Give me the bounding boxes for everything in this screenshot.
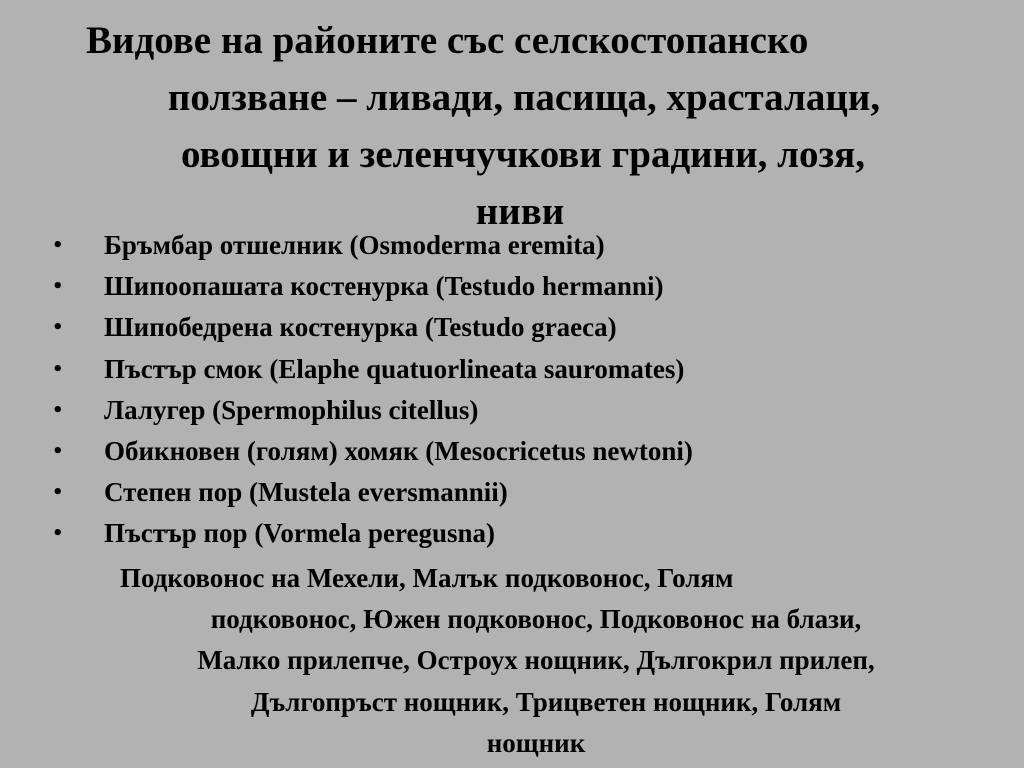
bullet-icon: •	[52, 523, 64, 545]
bullet-icon: •	[52, 482, 64, 504]
list-item	[0, 225, 1024, 266]
slide-title	[80, 12, 960, 240]
species-list	[0, 225, 1024, 555]
list-item	[0, 307, 1024, 348]
bullet-icon: •	[52, 317, 64, 339]
bullet-icon: •	[52, 441, 64, 463]
species-name: Пъстър пор (Vormela peregusna)	[104, 518, 496, 549]
title-line-3: овощни и зеленчучкови градини, лозя,	[180, 133, 865, 176]
bats-line-4: Дългопръст нощник, Трицветен нощник, Голям	[250, 686, 842, 717]
list-item	[0, 513, 1024, 554]
bullet-icon: •	[52, 399, 64, 421]
species-name: Степен пор (Mustela eversmannii)	[104, 477, 508, 508]
species-name: Шипоопашата костенурка (Testudo hermanni)	[104, 271, 664, 302]
list-item	[0, 472, 1024, 513]
bat-species-paragraph	[96, 558, 976, 764]
bats-line-2: подковонос, Южен подковонос, Подковонос на блази,	[210, 604, 862, 635]
bats-line-1: Подковонос на Мехели, Малък подковонос, Голям	[120, 563, 734, 593]
species-name: Шипобедрена костенурка (Testudo graeca)	[104, 312, 617, 343]
species-name: Пъстър смок (Elaphe quatuorlineata sauromates)	[104, 353, 685, 384]
bats-line-5: нощник	[486, 727, 586, 758]
bullet-icon: •	[52, 358, 64, 380]
bullet-icon: •	[52, 276, 64, 298]
title-line-4: ниви	[475, 190, 565, 233]
bats-line-3: Малко прилепче, Остроух нощник, Дългокрил прилеп,	[197, 645, 875, 676]
title-line-1: Видове на районите със селскостопанско	[86, 19, 809, 62]
list-item	[0, 390, 1024, 431]
list-item	[0, 349, 1024, 390]
species-name: Лалугер (Spermophilus citellus)	[104, 394, 479, 425]
title-line-2: ползване – ливади, пасища, храсталаци,	[167, 76, 881, 119]
list-item	[0, 266, 1024, 307]
species-name: Обикновен (голям) хомяк (Mesocricetus newtoni)	[104, 436, 693, 467]
list-item	[0, 431, 1024, 472]
bullet-icon: •	[52, 235, 64, 256]
species-name: Бръмбар отшелник (Osmoderma eremita)	[104, 230, 605, 260]
